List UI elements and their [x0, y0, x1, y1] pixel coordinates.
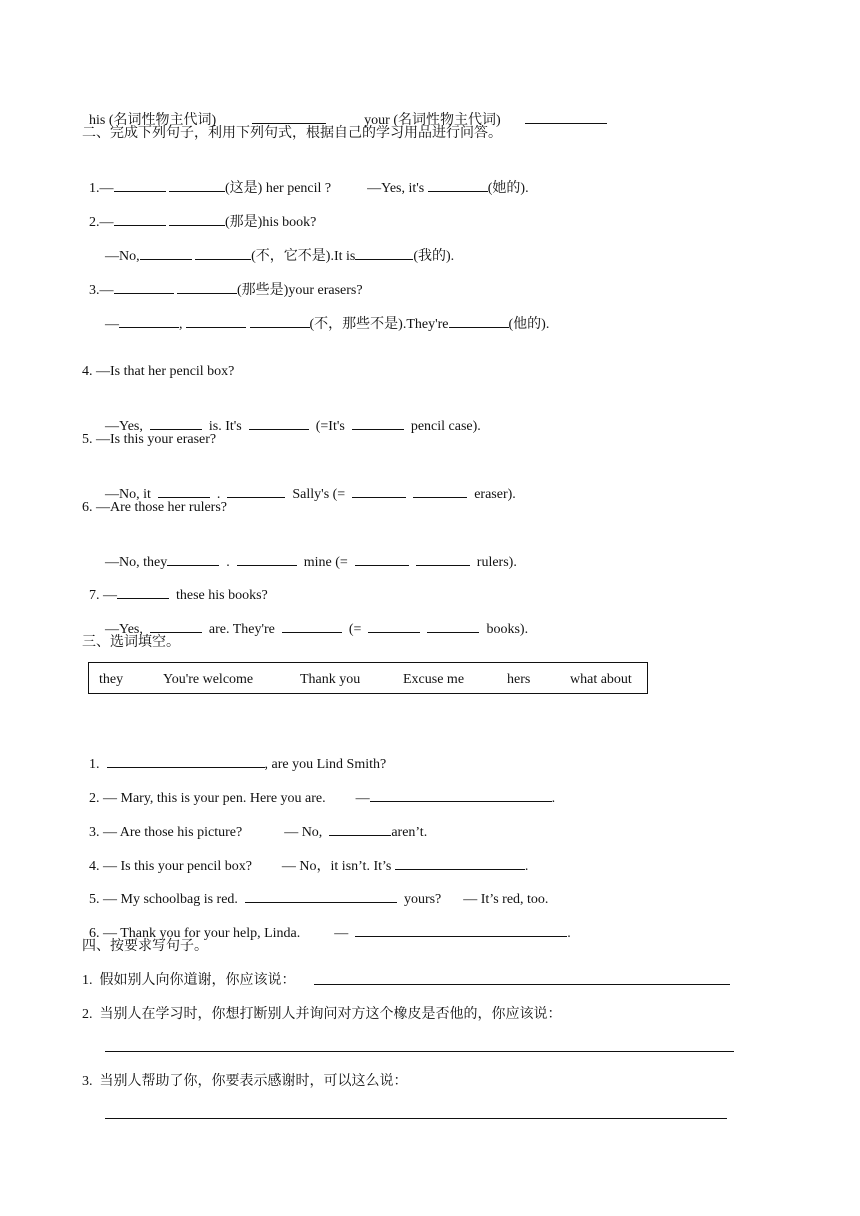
word-bank-item: what about [570, 672, 632, 687]
answer-blank[interactable] [245, 888, 397, 903]
answer-blank[interactable] [368, 618, 420, 633]
answer-blank[interactable] [237, 551, 297, 566]
answer-blank[interactable] [252, 109, 326, 124]
text: are. They're [208, 622, 275, 637]
text: (=It's [315, 419, 345, 434]
text: — [355, 791, 370, 806]
answer-blank[interactable] [119, 313, 179, 328]
text: —Yes, [105, 419, 143, 434]
answer-2-3 [98, 295, 549, 334]
question-4-2: 2. 当别人在学习时，你想打断别人并询问对方这个橡皮是否他的，你应该说： [82, 1007, 562, 1022]
answer-blank[interactable] [249, 415, 309, 430]
answer-blank[interactable] [250, 313, 310, 328]
answer-blank[interactable] [355, 922, 567, 937]
answer-blank[interactable] [352, 483, 406, 498]
text: Sally's (= [292, 487, 346, 502]
answer-blank[interactable] [167, 551, 219, 566]
question-2-5: 5. —Is this your eraser? [82, 432, 217, 447]
text: (那些是)your erasers? [237, 283, 363, 298]
section-3-heading: 三、选词填空。 [82, 635, 180, 650]
text: (我的). [413, 249, 455, 264]
text: . [551, 791, 556, 806]
answer-blank[interactable] [140, 245, 192, 260]
text: —No, they [105, 555, 168, 570]
text: — No，it isn’t. It’s [281, 859, 392, 874]
question-2-6: 6. —Are those her rulers? [82, 500, 228, 515]
answer-blank[interactable] [449, 313, 509, 328]
answer-line[interactable] [314, 984, 730, 985]
answer-blank[interactable] [195, 245, 251, 260]
text: 4. — Is this your pencil box? [89, 859, 252, 874]
answer-blank[interactable] [186, 313, 246, 328]
text: these his books? [176, 588, 268, 603]
text: books). [486, 622, 529, 637]
answer-blank[interactable] [352, 415, 404, 430]
text: (= [348, 622, 362, 637]
text: . [567, 926, 571, 941]
answer-blank[interactable] [427, 618, 479, 633]
text: (不，它不是).It is [251, 249, 356, 264]
text: pencil case). [410, 419, 481, 434]
answer-blank[interactable] [282, 618, 342, 633]
text: (那是)his book? [225, 215, 317, 230]
answer-blank[interactable] [158, 483, 210, 498]
answer-blank[interactable] [416, 551, 470, 566]
word-bank-item: hers [507, 672, 531, 687]
text: 3. — Are those his picture? [89, 825, 243, 840]
answer-blank[interactable] [370, 787, 552, 802]
answer-blank[interactable] [150, 618, 202, 633]
text: — No, [284, 825, 323, 840]
text: aren’t. [391, 825, 428, 840]
text: , [179, 317, 183, 332]
row0-your-label: your (名词性物主代词) [364, 113, 501, 128]
answer-blank[interactable] [114, 211, 166, 226]
text: 7. — [89, 588, 117, 603]
text: rulers). [476, 555, 517, 570]
text: . [216, 487, 221, 502]
answer-blank[interactable] [329, 821, 391, 836]
text: , are you Lind Smith? [264, 757, 387, 772]
question-2-4: 4. —Is that her pencil box? [82, 364, 235, 379]
word-bank-item: they [99, 672, 124, 687]
answer-blank[interactable] [150, 415, 202, 430]
text: 2.— [89, 215, 114, 230]
word-bank-item: Excuse me [403, 672, 465, 687]
text: is. It's [208, 419, 242, 434]
question-4-1: 1. 假如别人向你道谢，你应该说： [82, 973, 296, 988]
answer-blank[interactable] [428, 177, 488, 192]
section-2-heading: 二、完成下列句子，利用下列句式，根据自己的学习用品进行问答。 [82, 126, 502, 141]
answer-blank[interactable] [177, 279, 237, 294]
text: 6. — Thank you for your help, Linda. [89, 926, 301, 941]
answer-blank[interactable] [169, 177, 225, 192]
word-bank-item: You're welcome [163, 672, 254, 687]
text: —Yes, it's [367, 181, 428, 196]
text: 5. — My schoolbag is red. [89, 892, 238, 907]
text: 1. [89, 757, 100, 772]
answer-blank[interactable] [169, 211, 225, 226]
text: . [524, 859, 529, 874]
text: 3.— [89, 283, 114, 298]
text: yours? [403, 892, 442, 907]
row0-his-label: his (名词性物主代词) [89, 113, 217, 128]
answer-blank[interactable] [525, 109, 607, 124]
text: 1.— [89, 181, 114, 196]
answer-blank[interactable] [227, 483, 285, 498]
text: (他的). [508, 317, 550, 332]
text: (这是) her pencil ? [225, 181, 332, 196]
answer-blank[interactable] [117, 584, 169, 599]
word-bank-item: Thank you [300, 672, 361, 687]
answer-blank[interactable] [355, 551, 409, 566]
text: mine (= [303, 555, 348, 570]
answer-blank[interactable] [413, 483, 467, 498]
answer-blank[interactable] [114, 177, 166, 192]
answer-blank[interactable] [114, 279, 174, 294]
word-bank-box [88, 662, 648, 694]
answer-blank[interactable] [107, 753, 265, 768]
text: (不，那些不是).They're [309, 317, 449, 332]
text: eraser). [474, 487, 516, 502]
text: (她的). [487, 181, 529, 196]
answer-line[interactable] [105, 1051, 734, 1052]
text: — [105, 317, 119, 332]
text: —Yes, [105, 622, 143, 637]
section-4-heading: 四、按要求写句子。 [82, 939, 208, 954]
answer-blank[interactable] [395, 855, 525, 870]
text: — It’s red, too. [463, 892, 549, 907]
text: — [334, 926, 349, 941]
answer-line[interactable] [105, 1118, 727, 1119]
text: . [226, 555, 230, 570]
text: 2. — Mary, this is your pen. Here you are. [89, 791, 326, 806]
question-4-3: 3. 当别人帮助了你，你要表示感谢时，可以这么说： [82, 1074, 408, 1089]
text: —No, it [105, 487, 151, 502]
answer-blank[interactable] [355, 245, 413, 260]
text: —No, [105, 249, 140, 264]
